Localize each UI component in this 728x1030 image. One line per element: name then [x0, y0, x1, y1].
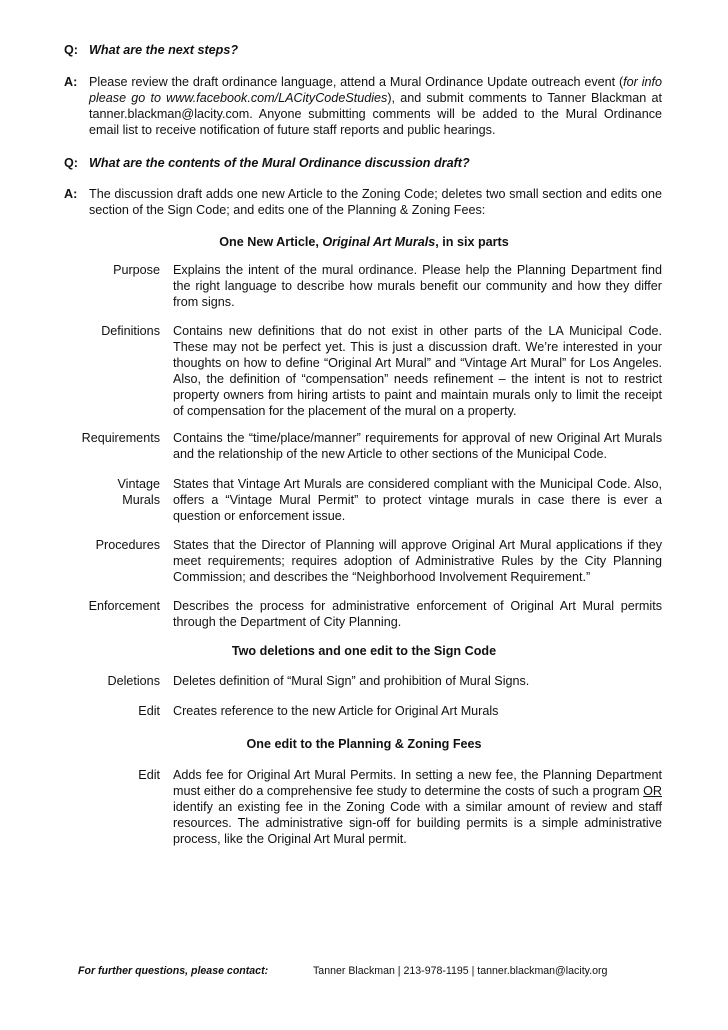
footer — [78, 964, 678, 978]
row-description-part: Adds fee for Original Art Mural Permits. In setting a new fee, the Planning Department must either do a comprehensive fee study to determine the costs of such a program — [173, 768, 662, 798]
row-description: Explains the intent of the mural ordinance. Please help the Planning Department find the right language to describe how murals benefit our community and how they differ from signs. — [173, 263, 662, 309]
section-title-sign-code: Two deletions and one edit to the Sign Code — [231, 644, 497, 658]
row-description: Describes the process for administrative enforcement of Original Art Mural permits through the Department of City Planning. — [173, 599, 662, 629]
answer-contents — [64, 186, 662, 218]
row-edit-sign-code — [64, 703, 662, 719]
answer-text — [89, 74, 662, 138]
section-title-part: , in six parts — [435, 235, 509, 249]
answer-text-part: Please review the draft ordinance language, attend a Mural Ordinance Update outreach event ( — [89, 75, 624, 89]
answer-text-part: ), and submit comments to Tanner Blackman at tanner.blackman@lacity.com. Anyone submitting comments will be added to the Mural Ordinance email list to receive notification of future staff reports and public hearings. — [89, 91, 662, 137]
answer-link-info: for info please go to www.facebook.com/LACityCodeStudies — [89, 75, 662, 105]
row-description: States that the Director of Planning will approve Original Art Mural applications if they meet requirements; requires adoption of Administrative Rules by the City Planning Commission; and describes the “Neighborhood Involvement Requirement.” — [173, 538, 662, 584]
row-description: Creates reference to the new Article for Original Art Murals — [173, 704, 499, 718]
answer-label: A: — [64, 75, 78, 89]
row-deletions — [64, 673, 662, 689]
row-term: Definitions — [101, 324, 160, 338]
row-description: Contains the “time/place/manner” requirements for approval of new Original Art Murals and the relationship of the new Article to other sections of the Municipal Code. — [173, 431, 662, 461]
row-term: Enforcement — [88, 599, 160, 613]
answer-next-steps — [64, 74, 662, 138]
row-term: Purpose — [113, 263, 160, 277]
question-next-steps — [64, 42, 662, 58]
footer-label: For further questions, please contact: — [78, 965, 269, 977]
row-vintage-murals — [64, 476, 662, 524]
question-text: What are the contents of the Mural Ordinance discussion draft? — [89, 156, 470, 170]
row-description-emphasis: OR — [643, 784, 662, 798]
row-purpose — [64, 262, 662, 310]
row-term-line: Vintage — [117, 477, 160, 491]
section-title-part: One New Article, — [219, 235, 323, 249]
section-title-emphasis: Original Art Murals — [322, 235, 436, 249]
row-description: States that Vintage Art Murals are considered compliant with the Municipal Code. Also, offers a “Vintage Mural Permit” to protect vintage murals in case there is ever a question or enforcement issue. — [173, 477, 662, 523]
row-requirements — [64, 430, 662, 462]
row-description — [173, 767, 662, 847]
row-description: Contains new definitions that do not exist in other parts of the LA Municipal Code. These may not be perfect yet. This is just a discussion draft. We’re interested in your thoughts on how to define “Original Art Mural” and “Vintage Art Mural” for Los Angeles. Also, the definition of “compensation” needs refinement – the intent is not to restrict property owners from hiring artists to paint and maintain murals only to limit the receipt of compensation for the placement of the mural on a property. — [173, 324, 662, 418]
row-enforcement — [64, 598, 662, 630]
question-label: Q: — [64, 156, 78, 170]
row-definitions — [64, 323, 662, 419]
row-term: Edit — [138, 704, 160, 718]
row-term: Deletions — [107, 674, 160, 688]
row-term — [64, 476, 160, 508]
row-term-line: Murals — [122, 493, 160, 507]
section-title-new-article — [0, 234, 728, 250]
question-label: Q: — [64, 43, 78, 57]
question-contents — [64, 155, 662, 171]
row-procedures — [64, 537, 662, 585]
row-edit-fees — [64, 767, 662, 847]
section-title-fees: One edit to the Planning & Zoning Fees — [246, 737, 482, 751]
row-description: Deletes definition of “Mural Sign” and prohibition of Mural Signs. — [173, 674, 530, 688]
answer-text: The discussion draft adds one new Article to the Zoning Code; deletes two small section and edits one section of the Sign Code; and edits one of the Planning & Zoning Fees: — [89, 187, 662, 217]
footer-contact: Tanner Blackman | 213-978-1195 | tanner.blackman@lacity.org — [313, 965, 608, 977]
answer-label: A: — [64, 187, 78, 201]
question-text: What are the next steps? — [89, 43, 239, 57]
row-term: Edit — [138, 768, 160, 782]
row-term: Requirements — [81, 431, 160, 445]
row-description-part: identify an existing fee in the Zoning Code with a similar amount of review and staff resources. The administrative sign-off for building permits is a simple administrative process, like the Original Art Mural permit. — [173, 800, 662, 846]
row-term: Procedures — [95, 538, 160, 552]
